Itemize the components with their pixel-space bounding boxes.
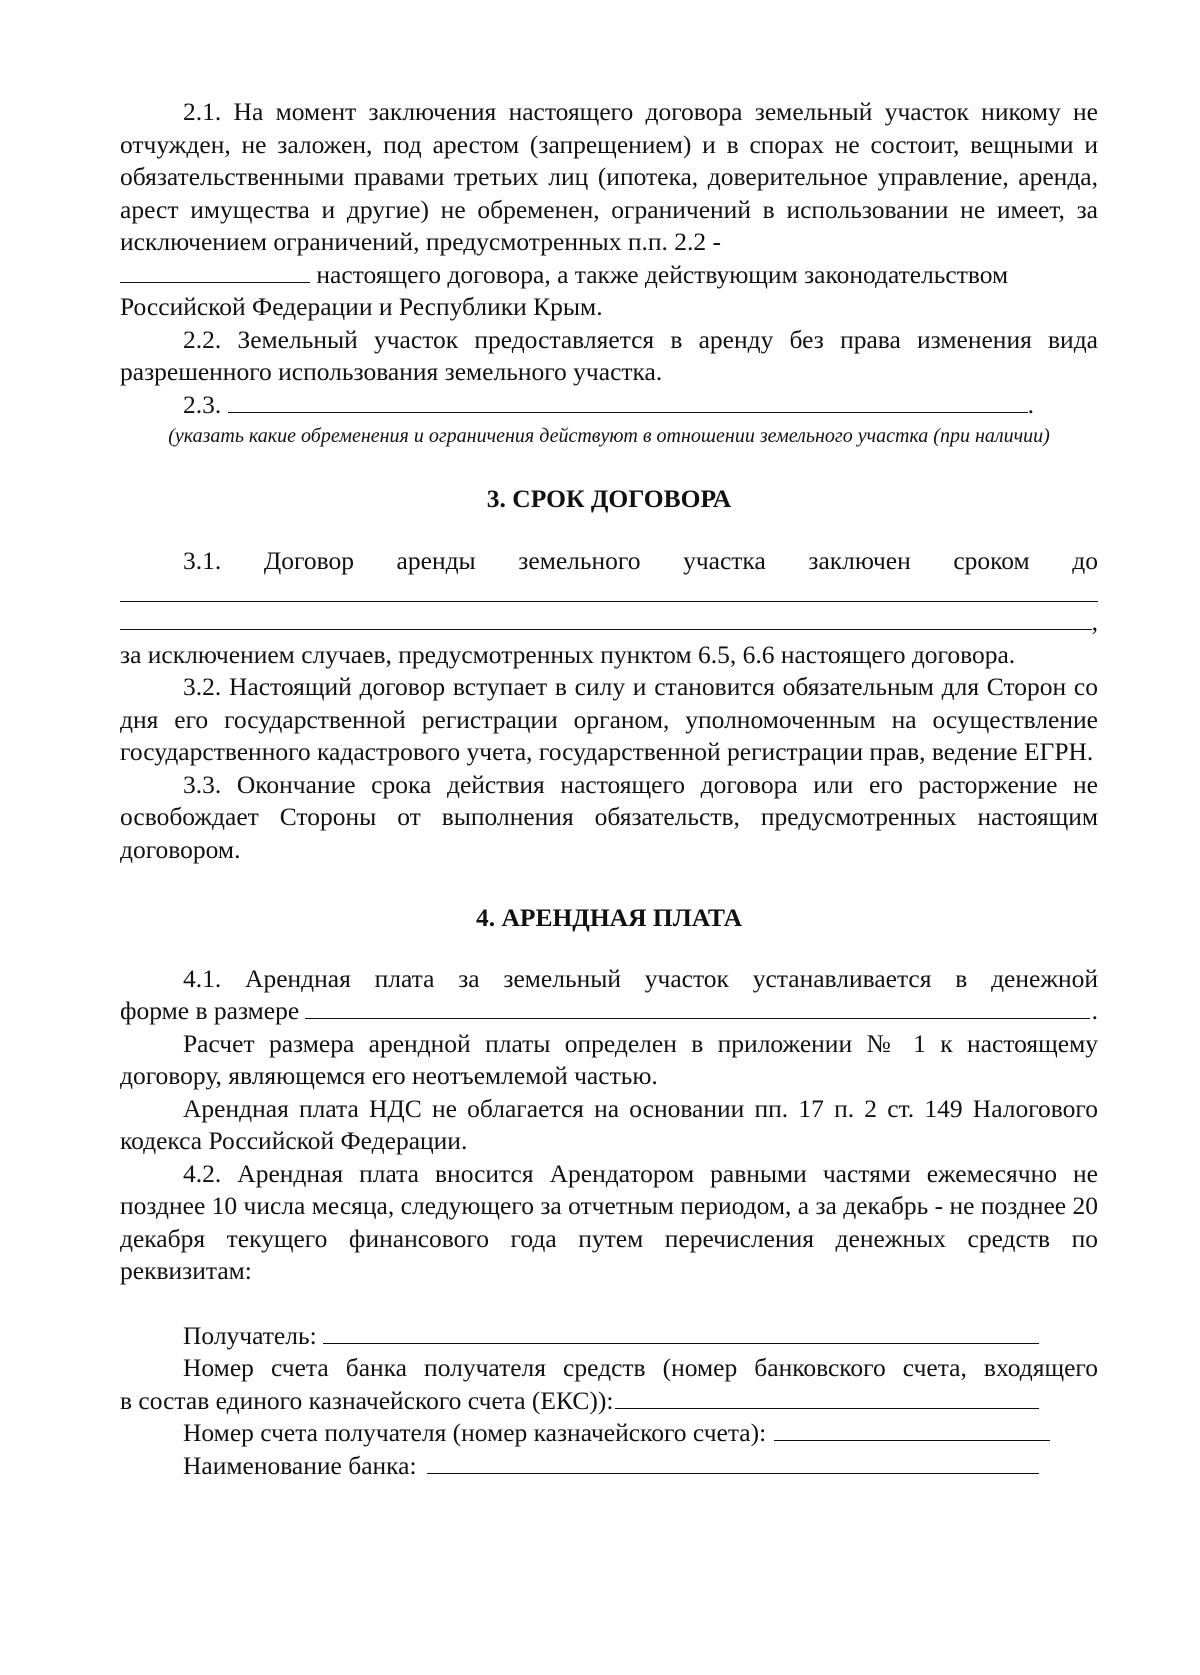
recipient-label: Получатель: — [183, 1320, 317, 1350]
section-3-heading: 3. СРОК ДОГОВОРА — [486, 484, 732, 513]
clause-4-2-text: 4.2. Арендная плата вносится Арендатором равными частями ежемесячно не позднее 10 числа месяца, следующего за отчетным периодом, а за декабрь - не позднее 20 декабря текущего финансового года путем перечисления денежных средств по реквизитам: — [120, 1158, 1098, 1285]
clause-4-1-end: . — [1091, 996, 1098, 1025]
treasury-account-label: Номер счета получателя (номер казначейского счета): — [183, 1418, 767, 1447]
clause-4-1-amount-label: форме в размере — [120, 996, 300, 1025]
bank-name-row — [120, 1450, 1039, 1483]
clause-2-2 — [120, 324, 1098, 389]
blank-line[interactable] — [120, 607, 1092, 630]
clause-4-1-calc-text: Расчет размера арендной платы определен в приложении № 1 к настоящему договору, являющемся его неотъемлемой частью. — [120, 1028, 1098, 1090]
bank-account-text-a: Номер счета банка получателя средств (номер банковского счета, входящего — [183, 1353, 1098, 1382]
bank-account-field[interactable] — [615, 1386, 1039, 1409]
clause-4-1-amount-row — [120, 995, 1098, 1028]
clause-3-3 — [120, 769, 1098, 867]
clause-2-1-end — [120, 291, 1098, 324]
clause-2-3-end: . — [1027, 389, 1034, 419]
bank-account-label-a — [120, 1352, 1098, 1385]
bank-name-label: Наименование банка: — [183, 1450, 417, 1480]
recipient-row — [120, 1320, 1039, 1353]
section-4-heading: 4. АРЕНДНАЯ ПЛАТА — [475, 903, 743, 932]
bank-account-label-b: в состав единого казначейского счета (ЕКС)): — [120, 1385, 614, 1415]
clause-2-3-caption: (указать какие обременения и ограничения действуют в отношении земельного участка (при наличии) — [168, 425, 1050, 447]
blank-line[interactable] — [120, 577, 1098, 602]
treasury-account-field[interactable] — [774, 1418, 1050, 1441]
clause-2-1 — [120, 96, 1098, 259]
clause-2-1-end-text: Российской Федерации и Республики Крым. — [120, 292, 603, 321]
clause-2-1-cont — [120, 259, 1098, 292]
blank-field[interactable] — [228, 390, 1028, 413]
clause-3-2 — [120, 671, 1098, 769]
clause-4-1-text: 4.1. Арендная плата за земельный участок устанавливается в денежной — [183, 963, 1098, 993]
clause-4-1-calc — [120, 1028, 1098, 1093]
clause-3-3-text: 3.3. Окончание срока действия настоящего договора или его расторжение не освобождает Стороны от выполнения обязательств, предусмотренных настоящим договором. — [120, 769, 1098, 864]
clause-4-1 — [120, 963, 1098, 996]
treasury-account-row — [120, 1417, 1050, 1450]
bank-name-field[interactable] — [427, 1451, 1039, 1474]
clause-4-1-vat — [120, 1093, 1098, 1158]
blank-field[interactable] — [120, 260, 310, 283]
clause-3-2-text: 3.2. Настоящий договор вступает в силу и становится обязательным для Сторон со дня его государственной регистрации органом, уполномоченным на осуществление государственного кадастрового учета, государственной регистрации прав, ведение ЕГРН. — [120, 672, 1098, 766]
clause-2-2-text: 2.2. Земельный участок предоставляется в аренду без права изменения вида разрешенного использования земельного участка. — [120, 324, 1098, 386]
clause-2-3-label: 2.3. — [183, 389, 222, 419]
clause-2-3 — [120, 389, 1098, 422]
bank-account-row — [120, 1385, 1039, 1418]
rent-amount-field[interactable] — [305, 996, 1089, 1019]
blank-line-row — [120, 606, 1098, 639]
recipient-field[interactable] — [323, 1321, 1039, 1344]
clause-3-1-end — [120, 639, 1098, 672]
clause-2-1-text: 2.1. На момент заключения настоящего договора земельный участок никому не отчужден, не заложен, под арестом (запрещением) и в спорах не состоит, вещными и обязательственными правами третьих лиц (ипотека, доверительное управление, аренда, арест имущества и другие) не обременен, ограничений в использовании не имеет, за исключением ограничений, предусмотренных п.п. 2.2 - — [120, 97, 1098, 256]
document-page — [120, 96, 1098, 1482]
clause-4-1-vat-text: Арендная плата НДС не облагается на основании пп. 17 п. 2 ст. 149 Налогового кодекса Российской Федерации. — [120, 1093, 1098, 1155]
clause-4-2 — [120, 1158, 1098, 1288]
clause-3-1 — [120, 545, 1098, 578]
clause-3-1-comma: , — [1091, 607, 1098, 636]
clause-2-1-cont-text: настоящего договора, а также действующим законодательством — [316, 259, 1009, 289]
clause-3-1-end-text: за исключением случаев, предусмотренных пунктом 6.5, 6.6 настоящего договора. — [120, 639, 1016, 669]
clause-3-1-text: 3.1. Договор аренды земельного участка заключен сроком до — [183, 545, 1098, 575]
